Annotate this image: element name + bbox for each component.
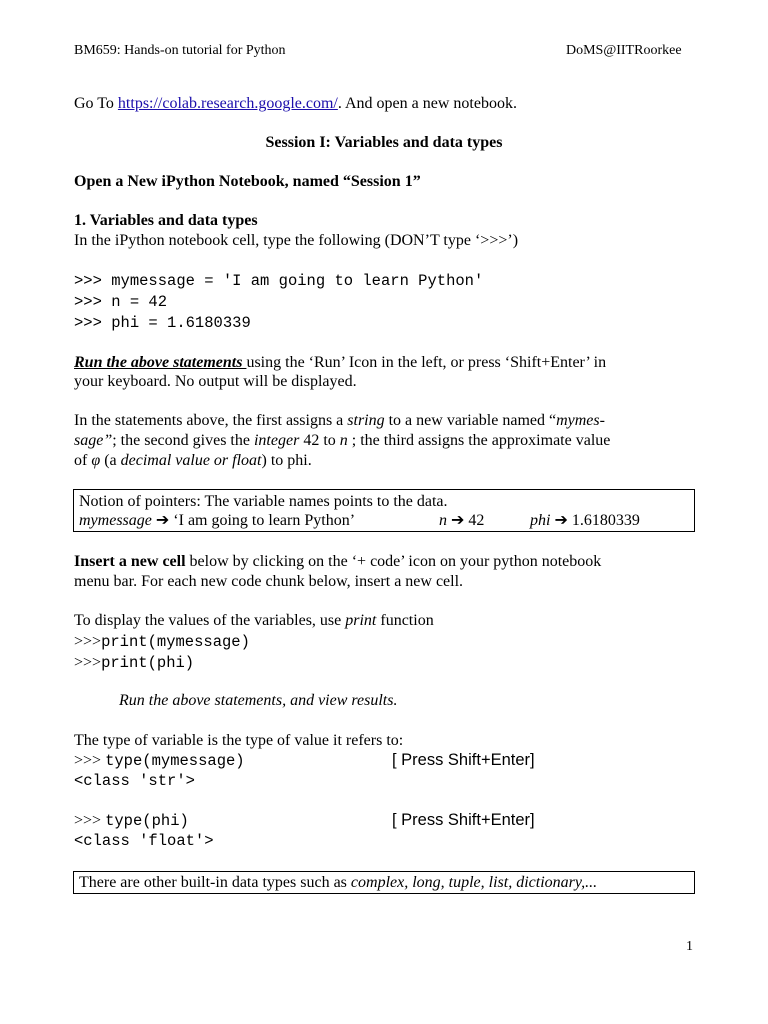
insert-bold: Insert a new cell xyxy=(74,553,186,570)
code-prompt: >>> xyxy=(74,314,102,332)
text-span: To display the values of the variables, use xyxy=(74,612,346,629)
code-prompt: >>> xyxy=(74,654,102,671)
builtin-types-note xyxy=(79,873,597,893)
code-text: print(mymessage) xyxy=(101,633,250,651)
text-span: integer xyxy=(253,432,300,449)
text-span: ; the third assigns the approximate value xyxy=(347,432,611,449)
code-line xyxy=(74,653,194,673)
text-span: decimal value or float xyxy=(120,452,262,469)
text-span: In the statements above, the first assigns a xyxy=(74,412,348,429)
var-value: 42 xyxy=(464,512,485,529)
header-right: DoMS@IITRoorkee xyxy=(566,43,682,58)
press-shift-enter-hint: [ Press Shift+Enter] xyxy=(392,751,535,769)
arrow-icon: ➔ xyxy=(554,512,568,529)
code-prompt: >>> xyxy=(74,272,102,290)
phi-symbol: φ xyxy=(91,452,101,469)
text-span: 42 to xyxy=(299,432,340,449)
statements-line1 xyxy=(74,411,605,431)
run-rest: using the ‘Run’ Icon in the left, or press ‘Shift+Enter’ in xyxy=(246,354,607,371)
text-span: mymes- xyxy=(556,412,605,429)
text-span: There are other built-in data types such as xyxy=(79,874,351,891)
code-output: <class 'str'> xyxy=(74,772,195,790)
arrow-icon: ➔ xyxy=(451,512,465,529)
code-output: <class 'float'> xyxy=(74,832,214,850)
var-value: ‘I am going to learn Python’ xyxy=(169,512,356,529)
press-shift-enter-hint: [ Press Shift+Enter] xyxy=(392,811,535,829)
text-span: ) to phi. xyxy=(261,452,312,469)
text-span: n xyxy=(339,432,348,449)
code-line xyxy=(74,271,483,291)
code-line xyxy=(74,292,167,312)
insert-rest: below by clicking on the ‘+ code’ icon on your python notebook xyxy=(185,553,602,570)
text-span: sage” xyxy=(74,432,113,449)
text-span: string xyxy=(347,412,385,429)
text-span: of xyxy=(74,452,92,469)
code-text: phi = 1.6180339 xyxy=(111,314,251,332)
code-line xyxy=(74,313,251,333)
var-name: phi xyxy=(530,512,551,529)
run-emphasis: Run the above statements xyxy=(74,354,247,371)
code-line xyxy=(74,811,189,831)
pointer-note-line1: Notion of pointers: The variable names points to the data. xyxy=(79,493,448,510)
var-name: mymessage xyxy=(79,512,152,529)
text-span: , and view results. xyxy=(282,692,398,709)
code-line xyxy=(74,751,245,771)
code-prompt: >>> xyxy=(74,293,102,311)
text-span: print xyxy=(345,612,377,629)
code-line xyxy=(74,632,250,652)
intro-after-url: . And open a new notebook. xyxy=(337,95,517,112)
run-view-note xyxy=(119,691,397,711)
colab-link[interactable]: https://colab.research.google.com/ xyxy=(117,95,338,112)
open-notebook-heading: Open a New iPython Notebook, named “Session 1” xyxy=(74,173,421,190)
section-heading: 1. Variables and data types xyxy=(74,212,258,229)
code-prompt: >>> xyxy=(74,633,102,650)
run-paragraph-line2: your keyboard. No output will be displayed. xyxy=(74,373,357,390)
session-title: Session I: Variables and data types xyxy=(265,134,503,151)
code-prompt: >>> xyxy=(74,812,102,829)
text-span: complex, long, tuple, list, dictionary,... xyxy=(350,874,598,891)
code-text: n = 42 xyxy=(111,293,168,311)
text-span: to a new variable named “ xyxy=(384,412,557,429)
code-text: print(phi) xyxy=(101,654,195,672)
pointer-example-3 xyxy=(530,511,640,531)
arrow-icon: ➔ xyxy=(155,512,170,529)
text-span: ; the second gives the xyxy=(112,432,254,449)
code-text: type(mymessage) xyxy=(105,752,245,770)
text-span: Run the above statements xyxy=(119,692,283,709)
display-paragraph xyxy=(74,611,434,631)
var-name: n xyxy=(439,512,447,529)
section-instruction: In the iPython notebook cell, type the following (DON’T type ‘>>>’) xyxy=(74,232,519,249)
var-value: 1.6180339 xyxy=(567,512,640,529)
page-number: 1 xyxy=(686,939,693,954)
insert-paragraph-line1 xyxy=(74,552,601,572)
code-prompt: >>> xyxy=(74,752,102,769)
statements-line2 xyxy=(74,431,610,451)
text-span: function xyxy=(376,612,434,629)
intro-go-to: Go To xyxy=(74,95,118,112)
statements-line3 xyxy=(74,451,312,471)
pointer-example-2 xyxy=(439,511,484,531)
run-paragraph-line1 xyxy=(74,353,606,373)
header-left: BM659: Hands-on tutorial for Python xyxy=(74,43,286,58)
code-text: mymessage = 'I am going to learn Python' xyxy=(111,272,484,290)
intro-line xyxy=(74,94,517,114)
text-span: (a xyxy=(100,452,121,469)
code-text: type(phi) xyxy=(105,812,189,830)
type-paragraph: The type of variable is the type of value it refers to: xyxy=(74,732,404,749)
insert-paragraph-line2: menu bar. For each new code chunk below, insert a new cell. xyxy=(74,573,464,590)
pointer-example-1 xyxy=(79,511,355,531)
